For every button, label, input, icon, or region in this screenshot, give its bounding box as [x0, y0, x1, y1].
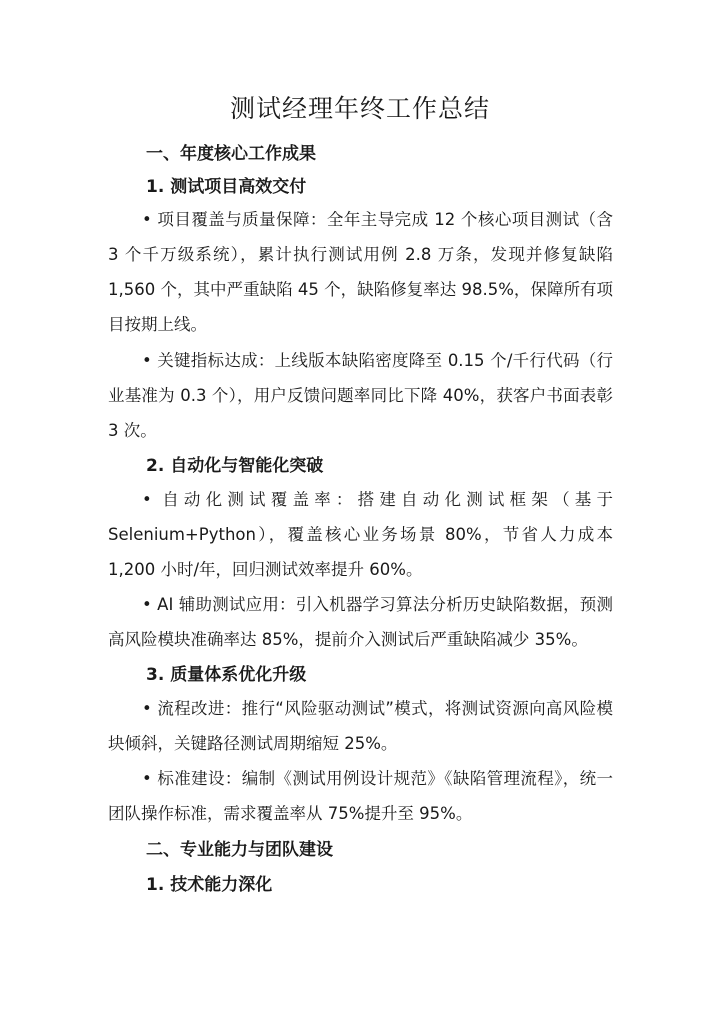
subsection-heading-2-1: 1. 技术能力深化 [146, 875, 273, 895]
subsection-heading-1-3: 3. 质量体系优化升级 [146, 665, 307, 685]
paragraph-standards: • 标准建设：编制《测试用例设计规范》《缺陷管理流程》，统一团队操作标准，需求覆盖率从 75%提升至 95%。 [108, 769, 613, 823]
subsection-heading-1-1: 1. 测试项目高效交付 [146, 177, 307, 197]
paragraph-coverage-quality: • 项目覆盖与质量保障：全年主导完成 12 个核心项目测试（含 3 个千万级系统），累计执行测试用例 2.8 万条，发现并修复缺陷 1,560 个，其中严重缺陷 45 个，缺陷修复率达 98.5%，保障所有项目按期上线。 [108, 210, 613, 334]
paragraph-key-metrics: • 关键指标达成：上线版本缺陷密度降至 0.15 个/千行代码（行业基准为 0.3 个），用户反馈问题率同比下降 40%，获客户书面表彰 3 次。 [108, 351, 613, 440]
paragraph-automation-coverage: • 自动化测试覆盖率：搭建自动化测试框架（基于 Selenium+Python），覆盖核心业务场景 80%，节省人力成本 1,200 小时/年，回归测试效率提升 60%。 [108, 490, 613, 579]
document-title: 测试经理年终工作总结 [229, 94, 490, 123]
paragraph-ai-testing: • AI 辅助测试应用：引入机器学习算法分析历史缺陷数据，预测高风险模块准确率达 85%，提前介入测试后严重缺陷减少 35%。 [108, 595, 613, 649]
section-heading-2: 二、专业能力与团队建设 [146, 840, 333, 860]
paragraph-process-improvement: • 流程改进：推行“风险驱动测试”模式，将测试资源向高风险模块倾斜，关键路径测试周期缩短 25%。 [108, 699, 613, 753]
section-heading-1: 一、年度核心工作成果 [146, 144, 316, 164]
subsection-heading-1-2: 2. 自动化与智能化突破 [146, 456, 324, 476]
